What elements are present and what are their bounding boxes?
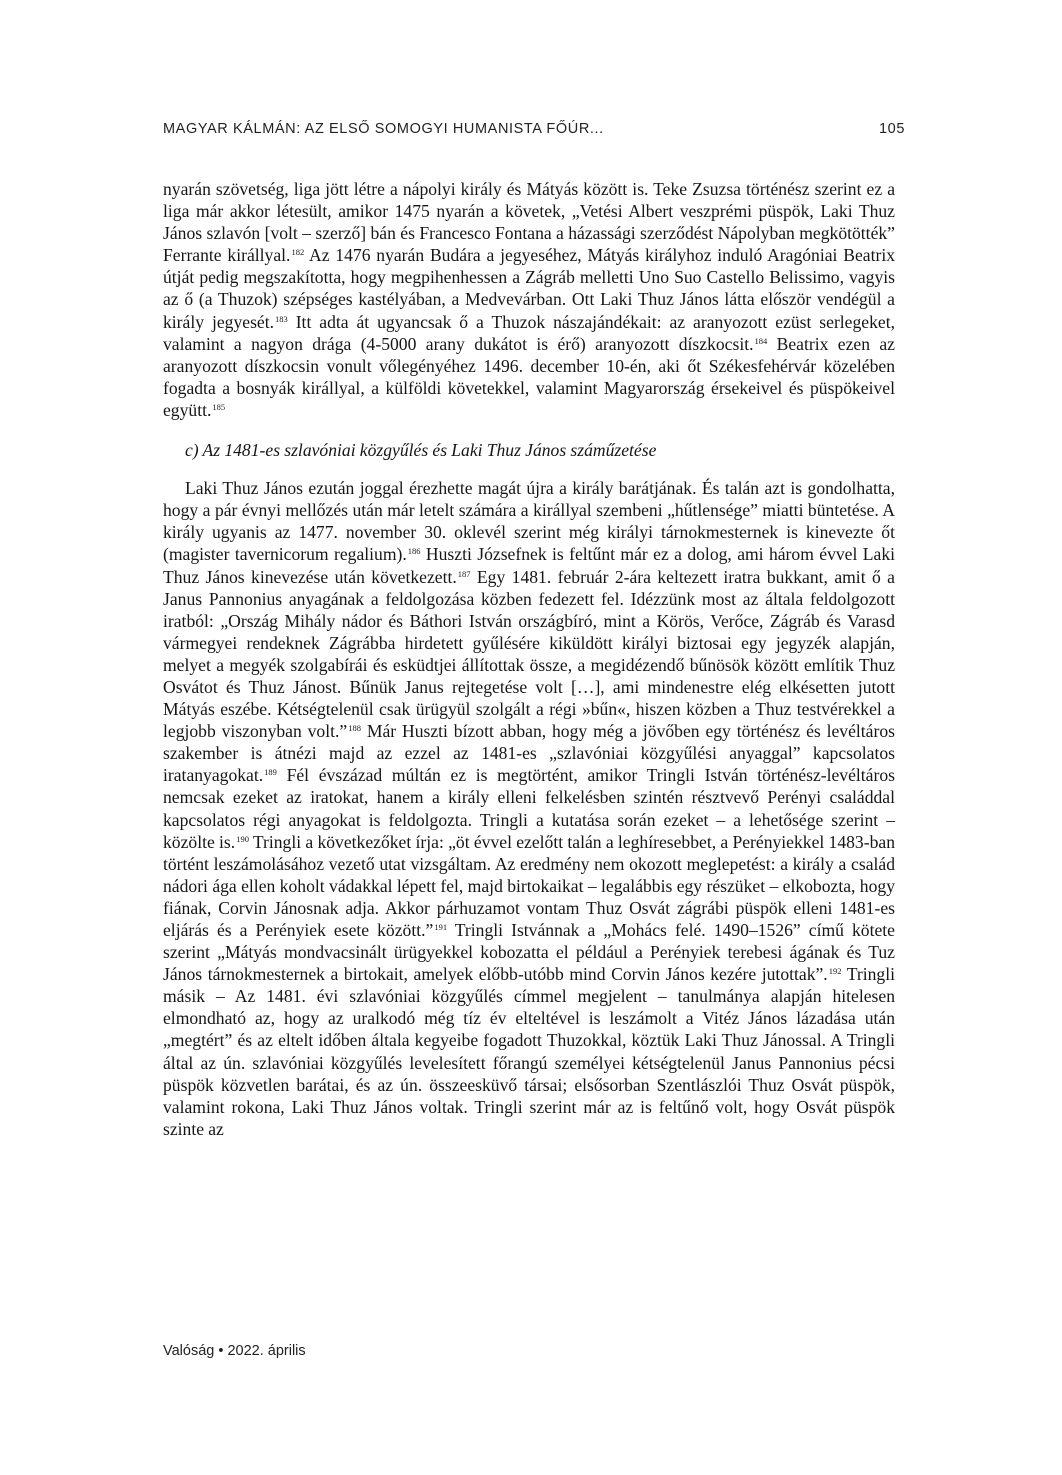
footnote-ref: 185 — [212, 401, 226, 412]
body-text — [163, 178, 895, 1140]
footnote-ref: 183 — [275, 313, 288, 324]
text-run: Tringli Istvánnak a „Mohács felé. 1490–1526” című kötete szerint „Mátyás mondvacsinált ürügyekkel kobozatta el például a Perényiek terebesi ágának és Tuz János tárnokmesternek a birtokait, amelyek előbb-utóbb mind Corvin János kezére jutottak”. — [163, 920, 895, 985]
text-run: Egy 1481. február 2-ára keltezett iratra bukkant, amit ő a Janus Pannonius anyagának a feldolgozása közben fedezett fel. Idézzünk most az általa feldolgozott iratból: „Ország Mihály nádor és Báthori István országbíró, mint a Körös, Verőce, Zágráb és Varasd vármegyei rendeknek Zágrábba hirdetett gyűlésére kiküldött királyi biztosai egy jegyzék alapján, melyet a megyék szolgabírái és esküdtjei állítottak össze, a megidézendő bűnösök között említik Thuz Osvátot és Thuz Jánost. Bűnük Janus rejtegetése volt […], ami mindenestre elég elkésetten jutott Mátyás eszébe. Kétségtelenül csak ürügyül szolgált a régi »bűn«, hiszen közben a Thuz testvérekkel a legjobb viszonyban volt.” — [163, 566, 895, 742]
footnote-ref: 192 — [828, 966, 842, 977]
text-run: Laki Thuz János ezután joggal érezhette magát újra a király barátjának. És talán azt is gondolhatta, hogy a pár évnyi mellőzés után már letelt számára a királlyal szembeni „hűtlensége” miatti büntetése. A király ugyanis az 1477. november 30. oklevél szerint még királyi tárnokmesternek is kinevezte őt (magister tavernicorum regalium). — [163, 478, 895, 565]
running-title: MAGYAR KÁLMÁN: AZ ELSŐ SOMOGYI HUMANISTA FŐÚR... — [163, 121, 604, 137]
text-run: Fél évszázad múltán ez is megtörtént, amikor Tringli István történész-levéltáros nemcsak ezeket az iratokat, hanem a király elleni felkelésben szintén résztvevő Perényi családdal kapcsolatos régi anyagokat is feldolgozta. Tringli a kutatása során ezeket – a lehetősége szerint – közölte is. — [163, 765, 895, 852]
text-run: Az 1476 nyarán Budára a jegyeséhez, Mátyás királyhoz induló Aragóniai Beatrix útját pedig megszakította, hogy megpihenhessen a Zágráb melletti Uno Suo Castello Belissimo, vagyis az ő (a Thuzok) szépséges kastélyában, a Medvevárban. Ott Laki Thuz János látta először vendégül a király jegyesét. — [163, 245, 896, 332]
running-head — [163, 121, 905, 137]
text-run: Tringli másik – Az 1481. évi szlavóniai közgyűlés címmel megjelent – tanulmánya alapján hitelesen elmondható az, hogy az uralkodó még tíz év elteltével is leszámolt a Vitéz János lázadása után „megtért” és az eltelt időben általa kegyeibe fogadott Thuzokkal, köztük Laki Thuz Jánossal. A Tringli által az ún. szlavóniai közgyűlés levelesített főrangú személyei kétségtelenül Janus Pannonius pécsi püspök közvetlen barátai, és az ún. összeesküvő társai; elsősorban Szentlászlói Thuz Osvát püspök, valamint rokona, Laki Thuz János voltak. Tringli szerint már az is feltűnő volt, hogy Osvát püspök szinte az — [163, 964, 895, 1139]
footnote-ref: 182 — [291, 247, 305, 258]
text-run: Itt adta át ugyancsak ő a Thuzok nászajándékait: az aranyozott ezüst serlegeket, valamint a nagyon drága (4-5000 arany dukátot is érő) aranyozott díszkocsit. — [163, 311, 895, 354]
footnote-ref: 190 — [236, 833, 249, 844]
paragraph — [163, 477, 895, 1140]
text-run: nyarán szövetség, liga jött létre a nápolyi király és Mátyás között is. Teke Zsuzsa történész szerint ez a liga már akkor létesült, amikor 1475 nyarán a követek, „Vetési Albert veszprémi püspök, Laki Thuz János szlavón [volt – szerző] bán és Francesco Fontana a házassági szerződést Nápolyban megkötötték” Ferrante királlyal. — [163, 179, 895, 266]
footnote-ref: 184 — [754, 335, 768, 346]
section-heading: c) Az 1481-es szlavóniai közgyűlés és Laki Thuz János száműzetése — [185, 440, 657, 461]
footnote-ref: 186 — [407, 546, 421, 557]
page-number: 105 — [879, 121, 905, 137]
text-run: Tringli a következőket írja: „öt évvel ezelőtt talán a leghíresebbet, a Perényiekkel 1483-ban történt leszámolásához vezető utat vizsgáltam. Az eredmény nem okozott meglepetést: a király a család nádori ága ellen koholt vádakkal lépett fel, majd birtokaikat – legalábbis egy részüket – elkobozta, hogy fiának, Corvin Jánosnak adja. Akkor párhuzamot vontam Thuz Osvát zágrábi püspök elleni 1481-es eljárás és a Perényiek esete között.” — [163, 831, 895, 940]
footnote-ref: 191 — [434, 922, 448, 932]
text-run: Beatrix ezen az aranyozott díszkocsin vonult vőlegényéhez 1496. december 10-én, aki őt Székesfehérvár közelében fogadta a bosnyák királlyal, a külföldi követekkel, valamint Magyarország érsekeivel és püspökeivel együtt. — [163, 333, 895, 420]
footnote-ref: 188 — [348, 723, 361, 734]
footnote-ref: 187 — [457, 568, 471, 579]
page-footer: Valóság • 2022. április — [163, 1343, 306, 1359]
footnote-ref: 189 — [264, 767, 277, 778]
paragraph-continued — [163, 178, 895, 421]
text-run: Már Huszti bízott abban, hogy még a jövőben egy történész és levéltáros szakember is átnézi majd az ezzel az 1481-es „szlavóniai közgyűlési anyaggal” kapcsolatos iratanyagokat. — [163, 721, 895, 786]
text-run: Huszti Józsefnek is feltűnt már ez a dolog, ami három évvel Laki Thuz János kinevezése után következett. — [163, 544, 895, 587]
